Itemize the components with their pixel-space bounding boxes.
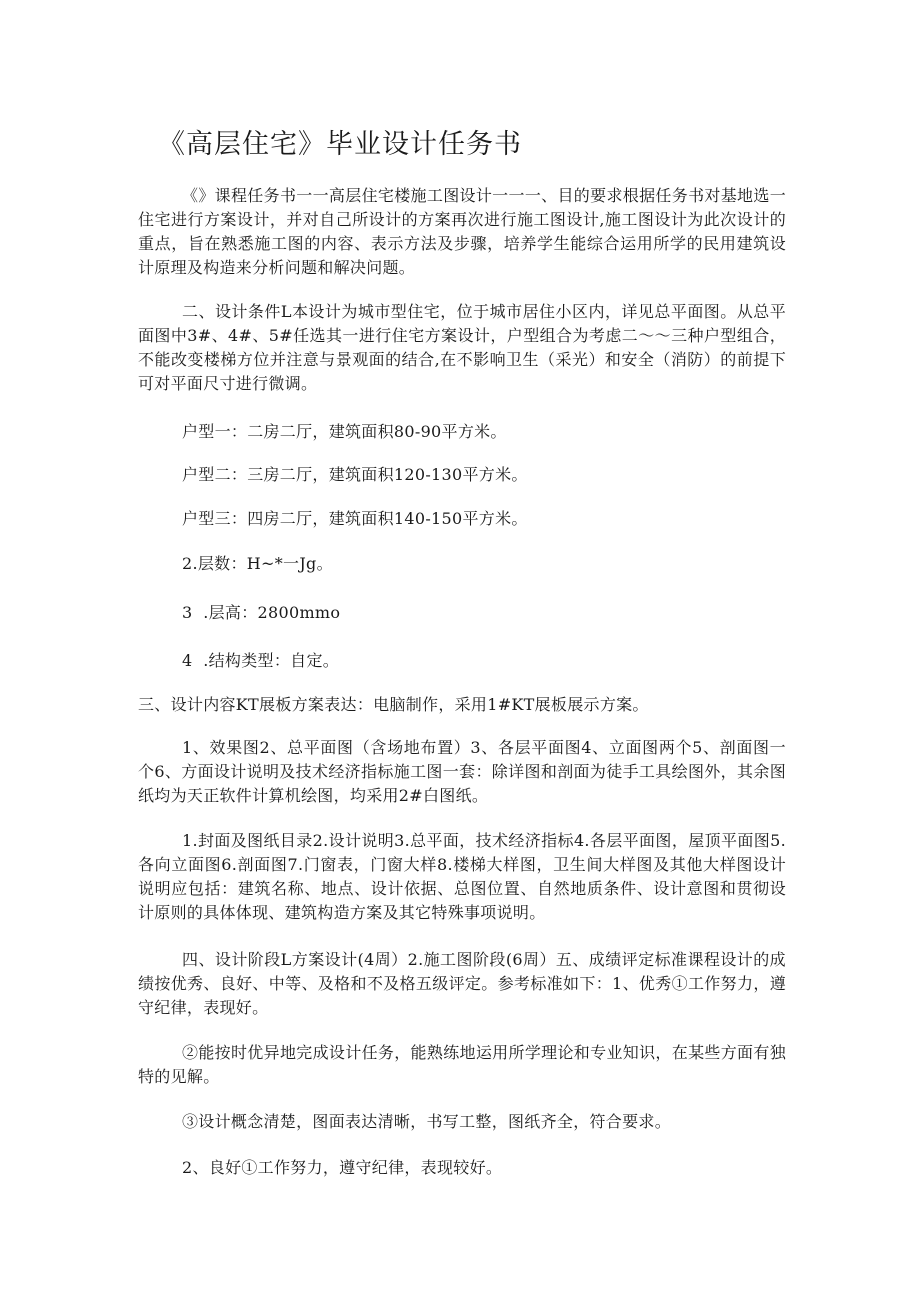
unit-type-two: 户型二：三房二厅，建筑面积120-130平方米。 <box>182 465 528 484</box>
paragraph-design-conditions: 二、设计条件L本设计为城市型住宅，位于城市居住小区内，详见总平面图。从总平面图中3#、4#、5#任选其一进行住宅方案设计，户型组合为考虑二～～三种户型组合，不能改变楼梯方位并注意与景观面的结合,在不影响卫生（采光）和安全（消防）的前提下可对平面尺寸进行微调。 <box>138 302 786 393</box>
structure-type: 4 .结构类型：自定。 <box>182 651 340 670</box>
unit-type-one: 户型一：二房二厅，建筑面积80-90平方米。 <box>182 422 507 441</box>
paragraph-design-content: 三、设计内容KT展板方案表达：电脑制作，采用1#KT展板展示方案。 <box>138 695 649 714</box>
floor-count: 2.层数：H~*一Jg。 <box>182 554 333 573</box>
unit-type-three: 户型三：四房二厅，建筑面积140-150平方米。 <box>182 509 528 528</box>
paragraph-excellent-criteria-3: ③设计概念清楚，图面表达清晰，书写工整，图纸齐全，符合要求。 <box>182 1112 672 1131</box>
document-title: 《高层住宅》毕业设计任务书 <box>158 129 522 160</box>
paragraph-drawings-list: 1、效果图2、总平面图（含场地布置）3、各层平面图4、立面图两个5、剖面图一个6、方面设计说明及技术经济指标施工图一套：除详图和剖面为徒手工具绘图外，其余图纸均为天正软件计算机绘图，均采用2#白图纸。 <box>138 738 786 805</box>
paragraph-good-criteria: 2、良好①工作努力，遵守纪律，表现较好。 <box>182 1158 503 1177</box>
paragraph-drawing-contents: 1.封面及图纸目录2.设计说明3.总平面，技术经济指标4.各层平面图，屋顶平面图5.各向立面图6.剖面图7.门窗表，门窗大样8.楼梯大样图，卫生间大样图及其他大样图设计说明应包括：建筑名称、地点、设计依据、总图位置、自然地质条件、设计意图和贯彻设计原则的具体体现、建筑构造方案及其它特殊事项说明。 <box>138 831 786 922</box>
paragraph-excellent-criteria-2: ②能按时优异地完成设计任务，能熟练地运用所学理论和专业知识，在某些方面有独特的见解。 <box>138 1043 786 1086</box>
floor-height: 3 .层高：2800mmo <box>182 603 341 622</box>
paragraph-purpose: 《》课程任务书一一高层住宅楼施工图设计一一一、目的要求根据任务书对基地选一住宅进行方案设计，并对自己所设计的方案再次进行施工图设计,施工图设计为此次设计的重点，旨在熟悉施工图的内容、表示方法及步骤，培养学生能综合运用所学的民用建筑设计原理及构造来分析问题和解决问题。 <box>138 186 786 277</box>
paragraph-design-stages: 四、设计阶段L方案设计(4周）2.施工图阶段(6周）五、成绩评定标准课程设计的成绩按优秀、良好、中等、及格和不及格五级评定。参考标准如下：1、优秀①工作努力，遵守纪律，表现好。 <box>138 950 786 1017</box>
